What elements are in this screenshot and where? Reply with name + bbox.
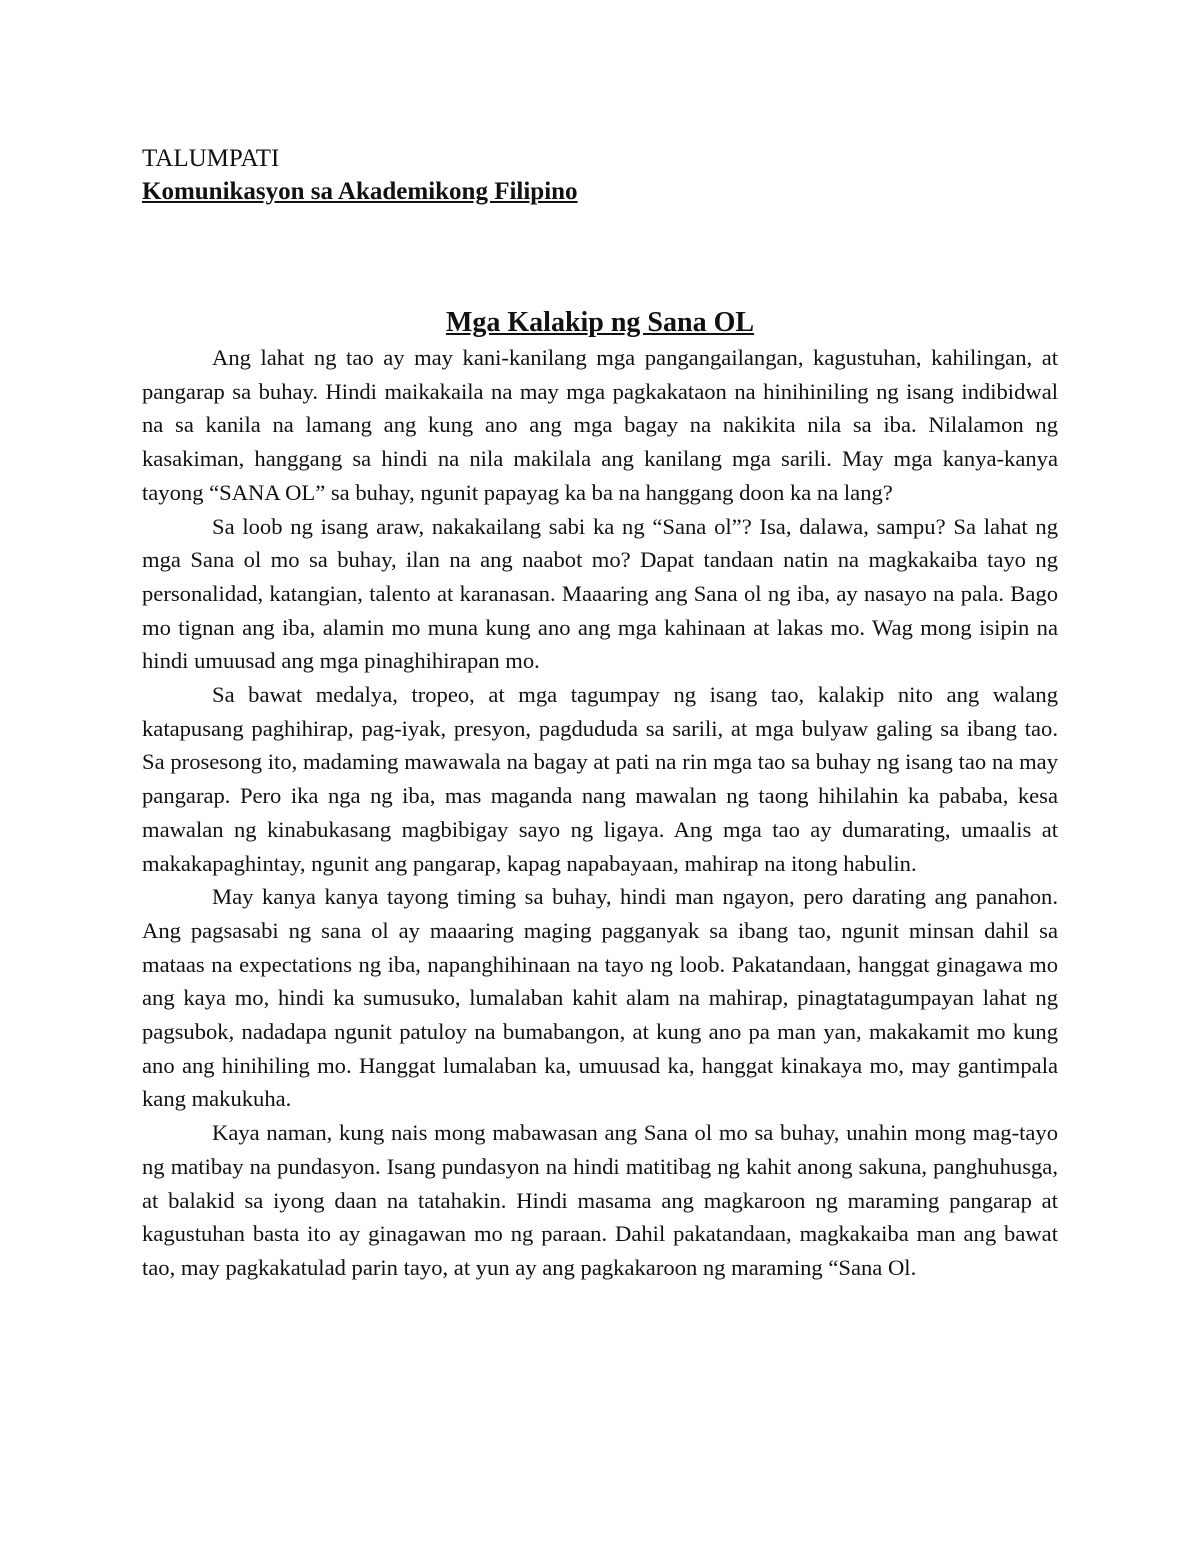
paragraph-3: Sa bawat medalya, tropeo, at mga tagumpay ng isang tao, kalakip nito ang walang katapusang paghihirap, pag-iyak, presyon, pagdududa sa sarili, at mga bulyaw galing sa ibang tao. Sa prosesong ito, madaming mawawala na bagay at pati na rin mga tao sa buhay ng isang tao na may pangarap. Pero ika nga ng iba, mas maganda nang mawalan ng taong hihilahin ka pababa, kesa mawalan ng kinabukasang magbibigay sayo ng ligaya. Ang mga tao ay dumarating, umaalis at makakapaghintay, ngunit ang pangarap, kapag napabayaan, mahirap na itong habulin. xyxy=(142,682,1058,876)
paragraph-5: Kaya naman, kung nais mong mabawasan ang Sana ol mo sa buhay, unahin mong mag-tayo ng matibay na pundasyon. Isang pundasyon na hindi matitibag ng kahit anong sakuna, panghuhusga, at balakid sa iyong daan na tatahakin. Hindi masama ang magkaroon ng maraming pangarap at kagustuhan basta ito ay ginagawan mo ng paraan. Dahil pakatandaan, magkakaiba man ang bawat tao, may pagkakatulad parin tayo, at yun ay ang pagkakaroon ng maraming “Sana Ol. xyxy=(142,1120,1058,1280)
speech-body xyxy=(142,341,1058,1285)
paragraph-1: Ang lahat ng tao ay may kani-kanilang mga pangangailangan, kagustuhan, kahilingan, at pangarap sa buhay. Hindi maikakaila na may mga pagkakataon na hinihiniling ng isang indibidwal na sa kanila na lamang ang kung ano ang mga bagay na nakikita nila sa iba. Nilalamon ng kasakiman, hanggang sa hindi na nila makilala ang kanilang mga sarili. May mga kanya-kanya tayong “SANA OL” sa buhay, ngunit papayag ka ba na hanggang doon ka na lang? xyxy=(142,345,1058,505)
document-label: TALUMPATI xyxy=(142,145,280,172)
speech-title: Mga Kalakip ng Sana OL xyxy=(445,307,755,338)
document-page xyxy=(142,143,1058,1285)
course-title: Komunikasyon sa Akademikong Filipino xyxy=(142,178,578,205)
paragraph-4: May kanya kanya tayong timing sa buhay, hindi man ngayon, pero darating ang panahon. Ang pagsasabi ng sana ol ay maaaring maging pagganyak sa ibang tao, ngunit minsan dahil sa mataas na expectations ng iba, napanghihinaan na tayo ng loob. Pakatandaan, hanggat ginagawa mo ang kaya mo, hindi ka sumusuko, lumalaban kahit alam na mahirap, pinagtatagumpayan lahat ng pagsubok, nadadapa ngunit patuloy na bumabangon, at kung ano pa man yan, makakamit mo kung ano ang hinihiling mo. Hanggat lumalaban ka, umuusad ka, hanggat kinakaya mo, may gantimpala kang makukuha. xyxy=(142,884,1058,1112)
paragraph-2: Sa loob ng isang araw, nakakailang sabi ka ng “Sana ol”? Isa, dalawa, sampu? Sa lahat ng mga Sana ol mo sa buhay, ilan na ang naabot mo? Dapat tandaan natin na magkakaiba tayo ng personalidad, katangian, talento at karanasan. Maaaring ang Sana ol ng iba, ay nasayo na pala. Bago mo tignan ang iba, alamin mo muna kung ano ang mga kahinaan at lakas mo. Wag mong isipin na hindi umuusad ang mga pinaghihirapan mo. xyxy=(142,513,1058,674)
